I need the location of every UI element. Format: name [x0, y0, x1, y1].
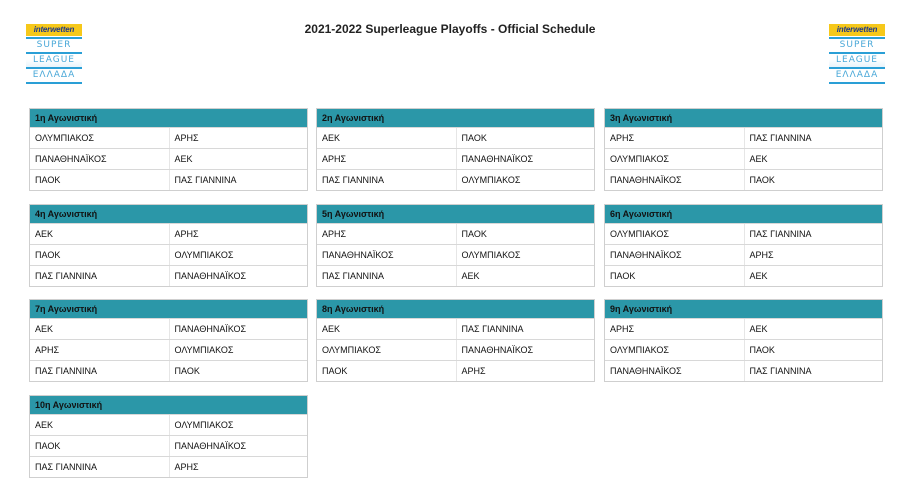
away-team: ΟΛΥΜΠΙΑΚΟΣ: [456, 170, 595, 190]
round-header: 3η Αγωνιστική: [605, 109, 882, 127]
home-team: ΠΑΣ ΓΙΑΝΝΙΝΑ: [35, 462, 98, 472]
match-row: [605, 318, 882, 339]
match-row: [605, 265, 882, 286]
home-team: ΑΕΚ: [35, 229, 54, 239]
away-team: ΟΛΥΜΠΙΑΚΟΣ: [456, 245, 595, 265]
match-row: [605, 169, 882, 190]
round-table: [29, 108, 308, 191]
round-header: 1η Αγωνιστική: [30, 109, 307, 127]
home-team: ΠΑΣ ΓΙΑΝΝΙΝΑ: [35, 271, 98, 281]
round-header: 10η Αγωνιστική: [30, 396, 307, 414]
away-team: ΟΛΥΜΠΙΑΚΟΣ: [169, 245, 308, 265]
home-team: ΠΑΝΑΘΗΝΑΪΚΟΣ: [610, 250, 682, 260]
round-table: [604, 204, 883, 287]
home-team: ΟΛΥΜΠΙΑΚΟΣ: [322, 345, 381, 355]
match-row: [605, 127, 882, 148]
round-header: 9η Αγωνιστική: [605, 300, 882, 318]
away-team: ΑΡΗΣ: [169, 457, 308, 477]
home-team: ΑΕΚ: [35, 420, 54, 430]
match-row: [317, 244, 594, 265]
away-team: ΠΑΟΚ: [456, 128, 595, 148]
away-team: ΑΕΚ: [744, 266, 883, 286]
match-row: [317, 169, 594, 190]
home-team: ΑΡΗΣ: [322, 154, 347, 164]
match-row: [30, 244, 307, 265]
home-team: ΠΑΟΚ: [35, 441, 61, 451]
match-row: [30, 169, 307, 190]
home-team: ΑΕΚ: [35, 324, 54, 334]
round-table: [316, 204, 595, 287]
away-team: ΠΑΟΚ: [456, 224, 595, 244]
match-row: [317, 148, 594, 169]
away-team: ΠΑΝΑΘΗΝΑΪΚΟΣ: [456, 149, 595, 169]
match-row: [30, 435, 307, 456]
home-team: ΟΛΥΜΠΙΑΚΟΣ: [610, 229, 669, 239]
match-row: [317, 265, 594, 286]
round-header: 4η Αγωνιστική: [30, 205, 307, 223]
match-row: [30, 360, 307, 381]
home-team: ΑΕΚ: [322, 133, 341, 143]
match-row: [30, 318, 307, 339]
match-row: [605, 339, 882, 360]
away-team: ΑΕΚ: [456, 266, 595, 286]
logo-line: ΕΛΛΑΔΑ: [26, 69, 82, 84]
home-team: ΟΛΥΜΠΙΑΚΟΣ: [35, 133, 94, 143]
logo-brand: interwetten: [26, 24, 82, 36]
match-row: [605, 148, 882, 169]
match-row: [317, 318, 594, 339]
round-header: 8η Αγωνιστική: [317, 300, 594, 318]
home-team: ΠΑΣ ΓΙΑΝΝΙΝΑ: [322, 271, 385, 281]
away-team: ΠΑΝΑΘΗΝΑΪΚΟΣ: [456, 340, 595, 360]
round-header: 6η Αγωνιστική: [605, 205, 882, 223]
away-team: ΠΑΝΑΘΗΝΑΪΚΟΣ: [169, 319, 308, 339]
page-title: 2021-2022 Superleague Playoffs - Official Schedule: [304, 22, 596, 36]
round-table: [604, 299, 883, 382]
away-team: ΠΑΟΚ: [744, 340, 883, 360]
round-header: 2η Αγωνιστική: [317, 109, 594, 127]
logo-line: SUPER: [26, 39, 82, 54]
round-table: [604, 108, 883, 191]
away-team: ΠΑΣ ΓΙΑΝΝΙΝΑ: [744, 361, 883, 381]
home-team: ΑΕΚ: [322, 324, 341, 334]
round-table: [316, 299, 595, 382]
away-team: ΑΡΗΣ: [456, 361, 595, 381]
away-team: ΟΛΥΜΠΙΑΚΟΣ: [169, 340, 308, 360]
home-team: ΑΡΗΣ: [35, 345, 60, 355]
match-row: [317, 127, 594, 148]
round-table: [29, 299, 308, 382]
home-team: ΠΑΝΑΘΗΝΑΪΚΟΣ: [610, 175, 682, 185]
match-row: [30, 223, 307, 244]
away-team: ΑΡΗΣ: [744, 245, 883, 265]
home-team: ΑΡΗΣ: [322, 229, 347, 239]
away-team: ΑΡΗΣ: [169, 224, 308, 244]
logo-line: SUPER: [829, 39, 885, 54]
match-row: [605, 244, 882, 265]
away-team: ΠΑΣ ΓΙΑΝΝΙΝΑ: [169, 170, 308, 190]
superleague-logo: [26, 24, 82, 102]
home-team: ΠΑΟΚ: [610, 271, 636, 281]
match-row: [30, 339, 307, 360]
home-team: ΠΑΝΑΘΗΝΑΪΚΟΣ: [322, 250, 394, 260]
away-team: ΠΑΟΚ: [744, 170, 883, 190]
match-row: [30, 148, 307, 169]
match-row: [605, 360, 882, 381]
away-team: ΠΑΝΑΘΗΝΑΪΚΟΣ: [169, 436, 308, 456]
home-team: ΟΛΥΜΠΙΑΚΟΣ: [610, 345, 669, 355]
away-team: ΠΑΝΑΘΗΝΑΪΚΟΣ: [169, 266, 308, 286]
round-header: 7η Αγωνιστική: [30, 300, 307, 318]
match-row: [30, 127, 307, 148]
home-team: ΠΑΝΑΘΗΝΑΪΚΟΣ: [35, 154, 107, 164]
match-row: [30, 456, 307, 477]
away-team: ΑΕΚ: [169, 149, 308, 169]
away-team: ΑΕΚ: [744, 319, 883, 339]
away-team: ΠΑΟΚ: [169, 361, 308, 381]
round-table: [29, 204, 308, 287]
logo-brand: interwetten: [829, 24, 885, 36]
round-table: [316, 108, 595, 191]
round-table: [29, 395, 308, 478]
home-team: ΟΛΥΜΠΙΑΚΟΣ: [610, 154, 669, 164]
home-team: ΠΑΟΚ: [35, 175, 61, 185]
match-row: [317, 339, 594, 360]
away-team: ΟΛΥΜΠΙΑΚΟΣ: [169, 415, 308, 435]
match-row: [605, 223, 882, 244]
away-team: ΑΡΗΣ: [169, 128, 308, 148]
home-team: ΠΑΣ ΓΙΑΝΝΙΝΑ: [35, 366, 98, 376]
match-row: [317, 360, 594, 381]
home-team: ΠΑΟΚ: [322, 366, 348, 376]
away-team: ΠΑΣ ΓΙΑΝΝΙΝΑ: [744, 128, 883, 148]
logo-line: LEAGUE: [829, 54, 885, 69]
home-team: ΠΑΟΚ: [35, 250, 61, 260]
away-team: ΠΑΣ ΓΙΑΝΝΙΝΑ: [456, 319, 595, 339]
home-team: ΑΡΗΣ: [610, 133, 635, 143]
home-team: ΑΡΗΣ: [610, 324, 635, 334]
home-team: ΠΑΣ ΓΙΑΝΝΙΝΑ: [322, 175, 385, 185]
logo-line: LEAGUE: [26, 54, 82, 69]
logo-line: ΕΛΛΑΔΑ: [829, 69, 885, 84]
match-row: [30, 414, 307, 435]
match-row: [317, 223, 594, 244]
away-team: ΠΑΣ ΓΙΑΝΝΙΝΑ: [744, 224, 883, 244]
round-header: 5η Αγωνιστική: [317, 205, 594, 223]
superleague-logo: [829, 24, 885, 102]
home-team: ΠΑΝΑΘΗΝΑΪΚΟΣ: [610, 366, 682, 376]
match-row: [30, 265, 307, 286]
away-team: ΑΕΚ: [744, 149, 883, 169]
